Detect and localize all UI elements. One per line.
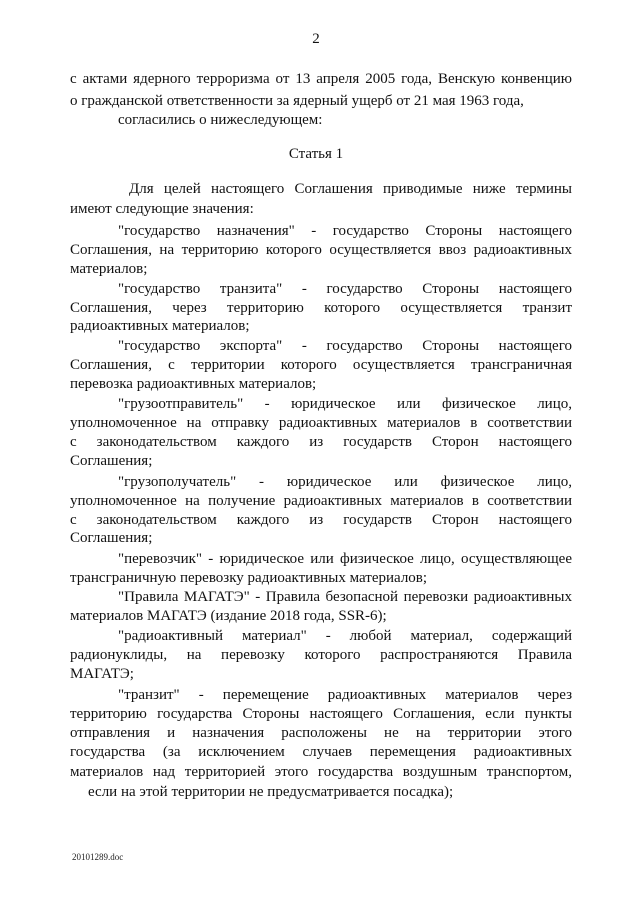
definition-line: государства (за исключением случаев перемещения радиоактивных (70, 744, 572, 760)
definition-line: перевозка радиоактивных материалов; (70, 376, 317, 392)
definition-line: "государство транзита" - государство Стороны настоящего (118, 281, 572, 297)
definition-line: материалов над территорией этого государства воздушным транспортом, (70, 764, 572, 780)
intro-line: о гражданской ответственности за ядерный ущерб от 21 мая 1963 года, (70, 93, 524, 109)
definition-line: "транзит" - перемещение радиоактивных материалов через (118, 687, 572, 703)
definition-line: радиоактивных материалов; (70, 318, 250, 334)
definition-line: трансграничную перевозку радиоактивных материалов; (70, 570, 428, 586)
definition-line: уполномоченное на получение радиоактивных материалов в соответствии (70, 493, 572, 509)
page-number: 2 (312, 31, 320, 47)
definition-line: "государство назначения" - государство Стороны настоящего (118, 223, 572, 239)
definition-line: отправления и назначения расположены не на территории этого (70, 725, 572, 741)
footer-filename: 20101289.doc (72, 852, 124, 862)
definition-line: "грузополучатель" - юридическое или физическое лицо, (118, 474, 572, 490)
preamble-line: имеют следующие значения: (70, 201, 254, 217)
preamble-line: Для целей настоящего Соглашения приводимые ниже термины (129, 181, 572, 197)
article-heading: Статья 1 (288, 146, 344, 162)
definition-line: "грузоотправитель" - юридическое или физическое лицо, (118, 396, 572, 412)
definition-line: радионуклиды, на перевозку которого распространяются Правила (70, 647, 572, 663)
definition-line: с законодательством каждого из государств Сторон настоящего (70, 434, 572, 450)
definition-line: "государство экспорта" - государство Стороны настоящего (118, 338, 572, 354)
intro-line: согласились о нижеследующем: (118, 112, 323, 128)
definition-line: материалов МАГАТЭ (издание 2018 года, SSR-6); (70, 608, 387, 624)
definition-line: с законодательством каждого из государств Сторон настоящего (70, 512, 572, 528)
definition-line: Соглашения, с территории которого осуществляется трансграничная (70, 357, 572, 373)
definition-line: Соглашения; (70, 453, 153, 469)
definition-line: "Правила МАГАТЭ" - Правила безопасной перевозки радиоактивных (118, 589, 572, 605)
definition-line: "перевозчик" - юридическое или физическое лицо, осуществляющее (118, 551, 572, 567)
definition-line: Соглашения, через территорию которого осуществляется транзит (70, 300, 572, 316)
definition-line: "радиоактивный материал" - любой материал, содержащий (118, 628, 572, 644)
definition-line: уполномоченное на отправку радиоактивных материалов в соответствии (70, 415, 572, 431)
definition-line: Соглашения; (70, 530, 153, 546)
definition-line: территорию государства Стороны настоящего Соглашения, если пункты (70, 706, 572, 722)
definition-line: если на этой территории не предусматривается посадка); (88, 784, 454, 800)
definition-line: МАГАТЭ; (70, 666, 134, 682)
definition-line: материалов; (70, 261, 148, 277)
definition-line: Соглашения, на территорию которого осуществляется ввоз радиоактивных (70, 242, 572, 258)
intro-line: с актами ядерного терроризма от 13 апреля 2005 года, Венскую конвенцию (70, 71, 572, 87)
